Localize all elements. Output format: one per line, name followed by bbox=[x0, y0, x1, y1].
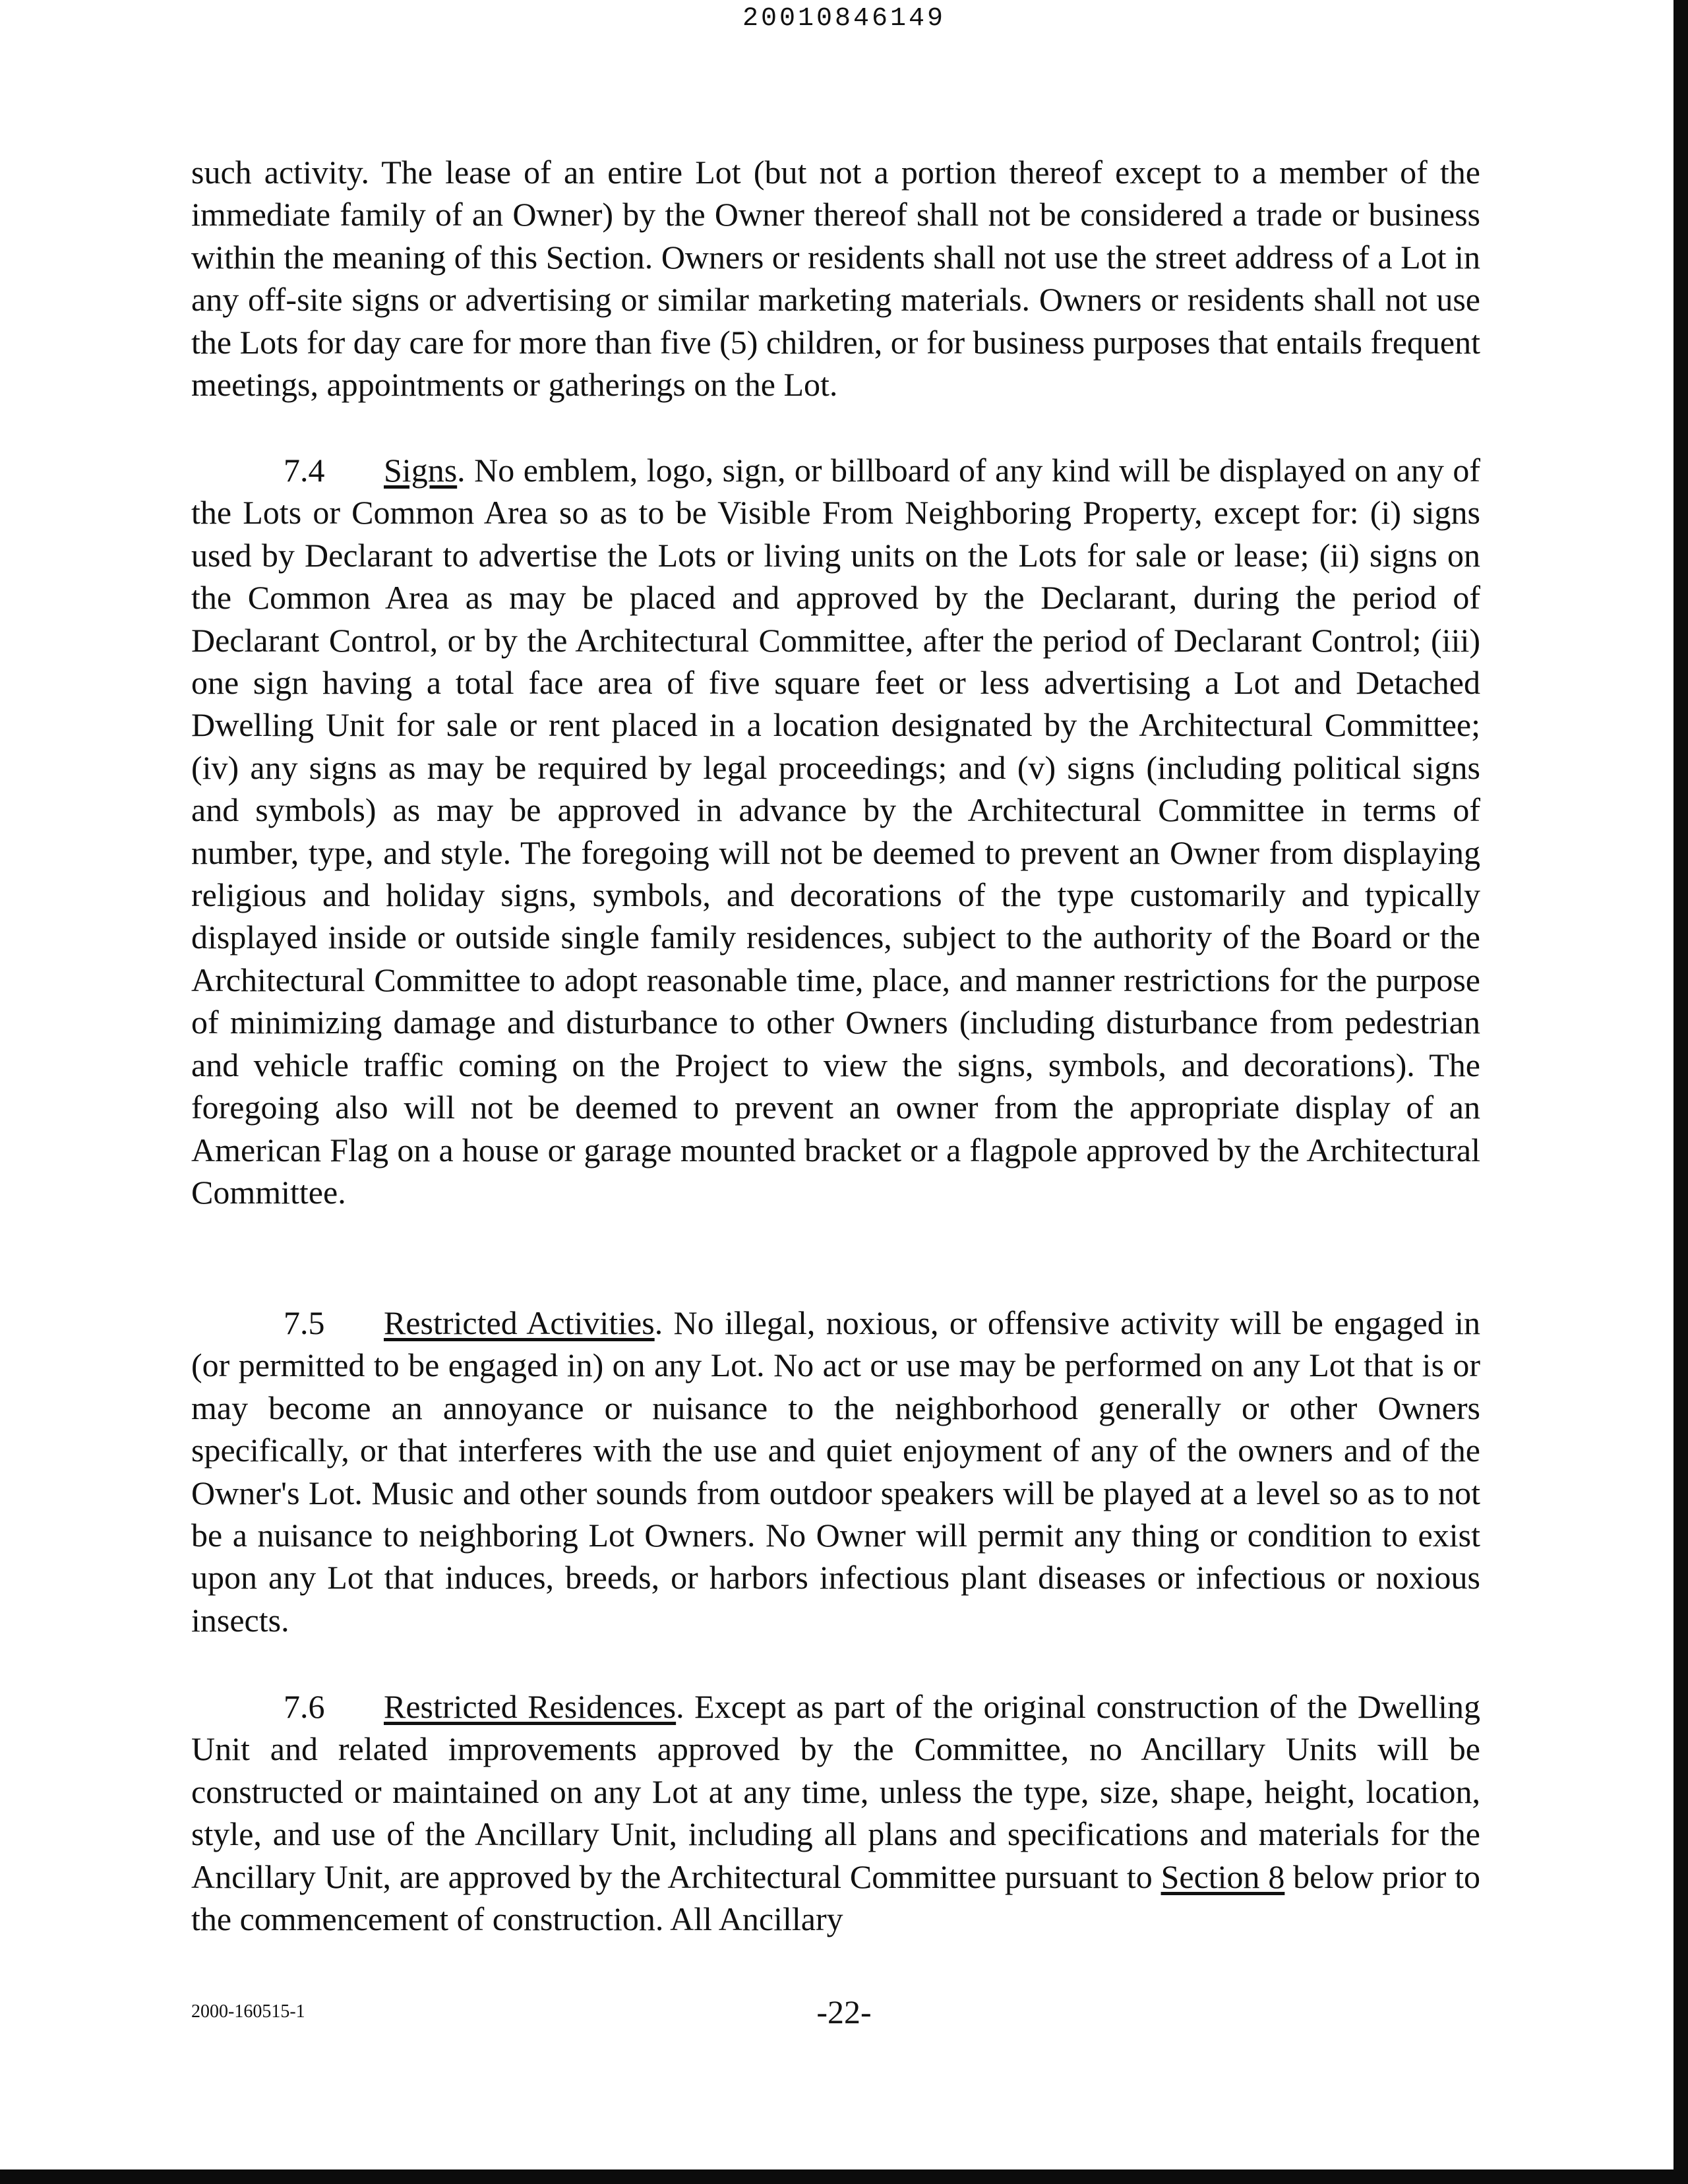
section-body: . No emblem, logo, sign, or billboard of any kind will be displayed on any of the Lots or Common Area so as to be Visible From Neighboring Property, except for: (i) signs used by Declarant to advertise the Lots or living units on the Lots for sale or lease; (ii) signs on the Common Area as may be placed and approved by the Declarant, during the period of Declarant Control, or by the Architectural Committee, after the period of Declarant Control; (iii) one sign having a total face area of five square feet or less advertising a Lot and Detached Dwelling Unit for sale or rent placed in a location designated by the Architectural Committee; (iv) any signs as may be required by legal proceedings; and (v) signs (including political signs and symbols) as may be approved in advance by the Architectural Committee in terms of number, type, and style. The foregoing will not be deemed to prevent an Owner from displaying religious and holiday signs, symbols, and decorations of the type customarily and typically displayed inside or outside single family residences, subject to the authority of the Board or the Architectural Committee to adopt reasonable time, place, and manner restrictions for the purpose of minimizing damage and disturbance to other Owners (including disturbance from pedestrian and vehicle traffic coming on the Project to view the signs, symbols, and decorations). The foregoing also will not be deemed to prevent an owner from the appropriate display of an American Flag on a house or garage mounted bracket or a flagpole approved by the Architectural Committee. bbox=[191, 452, 1480, 1211]
section-heading: Restricted Activities bbox=[384, 1304, 655, 1341]
section-number: 7.4 bbox=[284, 452, 325, 489]
intro-text: such activity. The lease of an entire Lot (but not a portion thereof except to a member of the immediate family of an Owner) by the Owner thereof shall not be considered a trade or business within the meaning of this Section. Owners or residents shall not use the street address of a Lot in any off-site signs or advertising or similar marketing materials. Owners or residents shall not use the Lots for day care for more than five (5) children, or for business purposes that entails frequent meetings, appointments or gatherings on the Lot. bbox=[191, 154, 1480, 404]
section-body: . No illegal, noxious, or offensive activity will be engaged in (or permitted to be engaged in) on any Lot. No act or use may be performed on any Lot that is or may become an annoyance or nuisance to the neighborhood generally or other Owners specifically, or that interferes with the use and quiet enjoyment of any of the owners and of the Owner's Lot. Music and other sounds from outdoor speakers will be played at a level so as to not be a nuisance to neighboring Lot Owners. No Owner will permit any thing or condition to exist upon any Lot that induces, breeds, or harbors infectious plant diseases or infectious or noxious insects. bbox=[191, 1304, 1480, 1639]
section-7-6-paragraph bbox=[191, 1685, 1480, 1940]
page-number: -22- bbox=[816, 1993, 872, 2030]
scan-edge-right bbox=[1673, 0, 1688, 2184]
section-7-5-paragraph bbox=[191, 1302, 1480, 1641]
document-id: 20010846149 bbox=[742, 4, 946, 34]
section-body: . Except as part of the original construction of the Dwelling Unit and related improvements approved by the Committee, no Ancillary Units will be constructed or maintained on any Lot at any time, unless the type, size, shape, height, location, style, and use of the Ancillary Unit, including all plans and specifications and materials for the Ancillary Unit, are approved by the Architectural Committee pursuant to bbox=[191, 1688, 1480, 1895]
section-heading: Restricted Residences bbox=[384, 1688, 677, 1725]
section-reference: Section 8 bbox=[1160, 1858, 1285, 1895]
intro-paragraph bbox=[191, 151, 1480, 406]
section-7-4-paragraph bbox=[191, 449, 1480, 1213]
section-heading: Signs bbox=[384, 452, 458, 489]
section-body-continued: below prior to the commencement of construction. All Ancillary bbox=[191, 1858, 1480, 1938]
section-number: 7.6 bbox=[284, 1688, 325, 1725]
section-number: 7.5 bbox=[284, 1304, 325, 1341]
scan-edge-bottom bbox=[0, 2169, 1688, 2184]
footer-document-reference: 2000-160515-1 bbox=[191, 2001, 305, 2022]
